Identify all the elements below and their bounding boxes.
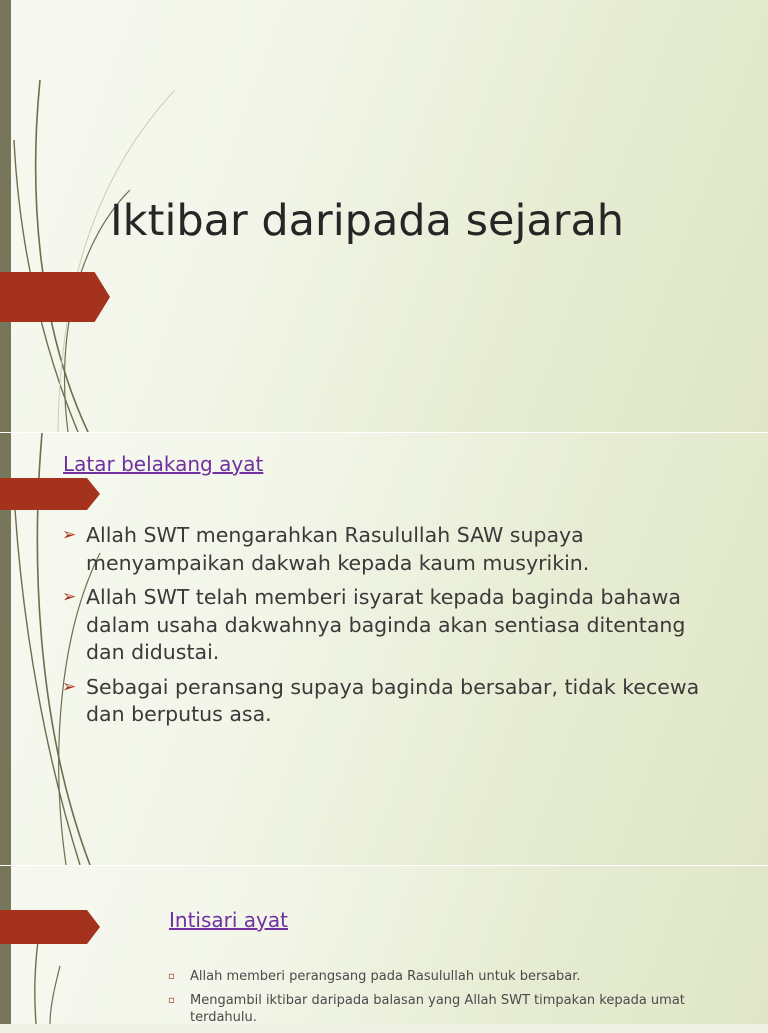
list-item — [168, 968, 728, 985]
slide-title-text: Iktibar daripada sejarah — [110, 196, 625, 246]
sidebar-strip — [0, 866, 11, 1024]
list-item — [62, 674, 702, 729]
section-heading-link[interactable]: Latar belakang ayat — [63, 452, 264, 476]
list-item-text: Allah SWT mengarahkan Rasulullah SAW supaya menyampaikan dakwah kepada kaum musyrikin. — [86, 523, 590, 575]
slide-title — [0, 0, 768, 432]
accent-tab — [0, 478, 100, 510]
square-outline-icon: ▫ — [168, 995, 175, 1006]
list-item-text: Sebagai peransang supaya baginda bersabar, tidak kecewa dan berputus asa. — [86, 674, 700, 726]
bullet-list — [168, 968, 728, 1033]
list-item — [168, 992, 728, 1026]
arrow-right-icon: ➢ — [62, 525, 77, 545]
bullet-list — [62, 522, 702, 736]
list-item-text: Allah memberi perangsang pada Rasulullah untuk bersabar. — [190, 969, 581, 984]
list-item — [62, 584, 702, 667]
list-item-text: Allah SWT telah memberi isyarat kepada baginda bahawa dalam usaha dakwahnya baginda akan sentiasa ditentang dan didustai. — [86, 585, 686, 664]
sidebar-strip — [0, 0, 11, 432]
list-item-text: Mengambil iktibar daripada balasan yang Allah SWT timpakan kepada umat terdahulu. — [190, 993, 685, 1025]
square-outline-icon: ▫ — [168, 971, 175, 982]
arrow-right-icon: ➢ — [62, 587, 77, 607]
accent-tab — [0, 272, 110, 322]
accent-tab — [0, 910, 100, 944]
section-heading-link[interactable]: Intisari ayat — [169, 908, 288, 932]
list-item — [62, 522, 702, 577]
arrow-right-icon: ➢ — [62, 676, 77, 697]
